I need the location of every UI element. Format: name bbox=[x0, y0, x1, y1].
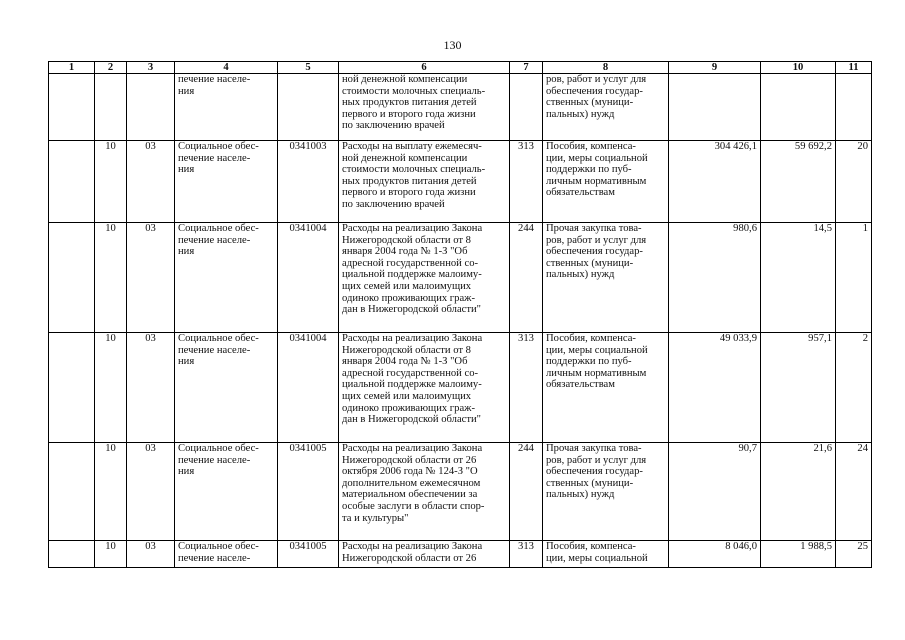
table-row bbox=[49, 443, 872, 541]
cell-section-name: Социальное обес- печение населе- ния bbox=[175, 141, 278, 223]
cell-expense-name: Пособия, компенса- ции, меры социальной bbox=[543, 541, 669, 568]
column-header: 5 bbox=[278, 62, 339, 74]
cell-section bbox=[95, 74, 127, 141]
cell-section: 10 bbox=[95, 333, 127, 443]
cell-expense-name: Пособия, компенса- ции, меры социальной поддержки по пуб- личным нормативным обязательствам bbox=[543, 333, 669, 443]
table-row bbox=[49, 141, 872, 223]
cell-amount-2: 14,5 bbox=[761, 223, 836, 333]
cell-expense-type: 244 bbox=[510, 443, 543, 541]
cell-expense-name: Прочая закупка това- ров, работ и услуг для обеспечения государ- ственных (муници- пальных) нужд bbox=[543, 443, 669, 541]
cell-target-name: Расходы на реализацию Закона Нижегородской области от 8 января 2004 года № 1-З "Об адресной государственной со- циальной поддержке малоиму- щих семей или малоимущих одиноко проживающих граж- дан в Нижегородской области" bbox=[339, 333, 510, 443]
cell-section-name: Социальное обес- печение населе- ния bbox=[175, 223, 278, 333]
cell-amount-2 bbox=[761, 74, 836, 141]
cell-subsection: 03 bbox=[127, 141, 175, 223]
cell-expense-type: 313 bbox=[510, 333, 543, 443]
cell-amount-2: 21,6 bbox=[761, 443, 836, 541]
page-number: 130 bbox=[443, 38, 462, 52]
column-header: 6 bbox=[339, 62, 510, 74]
cell-expense-name: Пособия, компенса- ции, меры социальной поддержки по пуб- личным нормативным обязательствам bbox=[543, 141, 669, 223]
cell-col11: 25 bbox=[836, 541, 872, 568]
header-row bbox=[49, 62, 872, 74]
cell-amount: 304 426,1 bbox=[669, 141, 761, 223]
cell-col11: 20 bbox=[836, 141, 872, 223]
column-header: 11 bbox=[836, 62, 872, 74]
table-row bbox=[49, 223, 872, 333]
cell-subsection: 03 bbox=[127, 223, 175, 333]
cell-col1 bbox=[49, 443, 95, 541]
cell-amount-2: 957,1 bbox=[761, 333, 836, 443]
cell-expense-name: ров, работ и услуг для обеспечения государ- ственных (муници- пальных) нужд bbox=[543, 74, 669, 141]
cell-section-name: Социальное обес- печение населе- bbox=[175, 541, 278, 568]
column-header: 2 bbox=[95, 62, 127, 74]
cell-col1 bbox=[49, 541, 95, 568]
cell-expense-type bbox=[510, 74, 543, 141]
cell-subsection bbox=[127, 74, 175, 141]
table-row bbox=[49, 333, 872, 443]
cell-subsection: 03 bbox=[127, 443, 175, 541]
cell-col11: 1 bbox=[836, 223, 872, 333]
cell-target-name: Расходы на выплату ежемесяч- ной денежной компенсации стоимости молочных специаль- ных продуктов питания детей первого и второго года жизни по заключению врачей bbox=[339, 141, 510, 223]
cell-section: 10 bbox=[95, 141, 127, 223]
cell-section: 10 bbox=[95, 541, 127, 568]
column-header: 10 bbox=[761, 62, 836, 74]
cell-target-code: 0341003 bbox=[278, 141, 339, 223]
cell-section: 10 bbox=[95, 443, 127, 541]
cell-col1 bbox=[49, 74, 95, 141]
cell-amount-2: 1 988,5 bbox=[761, 541, 836, 568]
cell-target-code: 0341004 bbox=[278, 223, 339, 333]
column-header: 4 bbox=[175, 62, 278, 74]
cell-col11: 24 bbox=[836, 443, 872, 541]
cell-col1 bbox=[49, 141, 95, 223]
cell-amount: 49 033,9 bbox=[669, 333, 761, 443]
cell-section-name: Социальное обес- печение населе- ния bbox=[175, 443, 278, 541]
cell-expense-name: Прочая закупка това- ров, работ и услуг для обеспечения государ- ственных (муници- пальных) нужд bbox=[543, 223, 669, 333]
cell-section-name: Социальное обес- печение населе- ния bbox=[175, 333, 278, 443]
column-header: 8 bbox=[543, 62, 669, 74]
cell-col11 bbox=[836, 74, 872, 141]
cell-section-name: печение населе- ния bbox=[175, 74, 278, 141]
cell-col1 bbox=[49, 333, 95, 443]
cell-col1 bbox=[49, 223, 95, 333]
cell-section: 10 bbox=[95, 223, 127, 333]
cell-target-name: Расходы на реализацию Закона Нижегородской области от 8 января 2004 года № 1-З "Об адресной государственной со- циальной поддержке малоиму- щих семей или малоимущих одиноко проживающих граж- дан в Нижегородской области" bbox=[339, 223, 510, 333]
cell-target-code: 0341004 bbox=[278, 333, 339, 443]
cell-amount bbox=[669, 74, 761, 141]
column-header: 3 bbox=[127, 62, 175, 74]
cell-target-code bbox=[278, 74, 339, 141]
cell-target-name: ной денежной компенсации стоимости молочных специаль- ных продуктов питания детей первого и второго года жизни по заключению врачей bbox=[339, 74, 510, 141]
cell-amount: 8 046,0 bbox=[669, 541, 761, 568]
cell-expense-type: 313 bbox=[510, 141, 543, 223]
cell-col11: 2 bbox=[836, 333, 872, 443]
cell-subsection: 03 bbox=[127, 541, 175, 568]
cell-target-name: Расходы на реализацию Закона Нижегородской области от 26 октября 2006 года № 124-З "О дополнительном ежемесячном материальном обеспечении за особые заслуги в области спор- та и культуры" bbox=[339, 443, 510, 541]
cell-amount-2: 59 692,2 bbox=[761, 141, 836, 223]
budget-table bbox=[48, 61, 872, 568]
cell-amount: 980,6 bbox=[669, 223, 761, 333]
cell-expense-type: 244 bbox=[510, 223, 543, 333]
table-row bbox=[49, 541, 872, 568]
column-header: 9 bbox=[669, 62, 761, 74]
cell-target-name: Расходы на реализацию Закона Нижегородской области от 26 bbox=[339, 541, 510, 568]
cell-amount: 90,7 bbox=[669, 443, 761, 541]
cell-target-code: 0341005 bbox=[278, 443, 339, 541]
column-header: 7 bbox=[510, 62, 543, 74]
column-header: 1 bbox=[49, 62, 95, 74]
table-row bbox=[49, 74, 872, 141]
cell-subsection: 03 bbox=[127, 333, 175, 443]
cell-target-code: 0341005 bbox=[278, 541, 339, 568]
cell-expense-type: 313 bbox=[510, 541, 543, 568]
